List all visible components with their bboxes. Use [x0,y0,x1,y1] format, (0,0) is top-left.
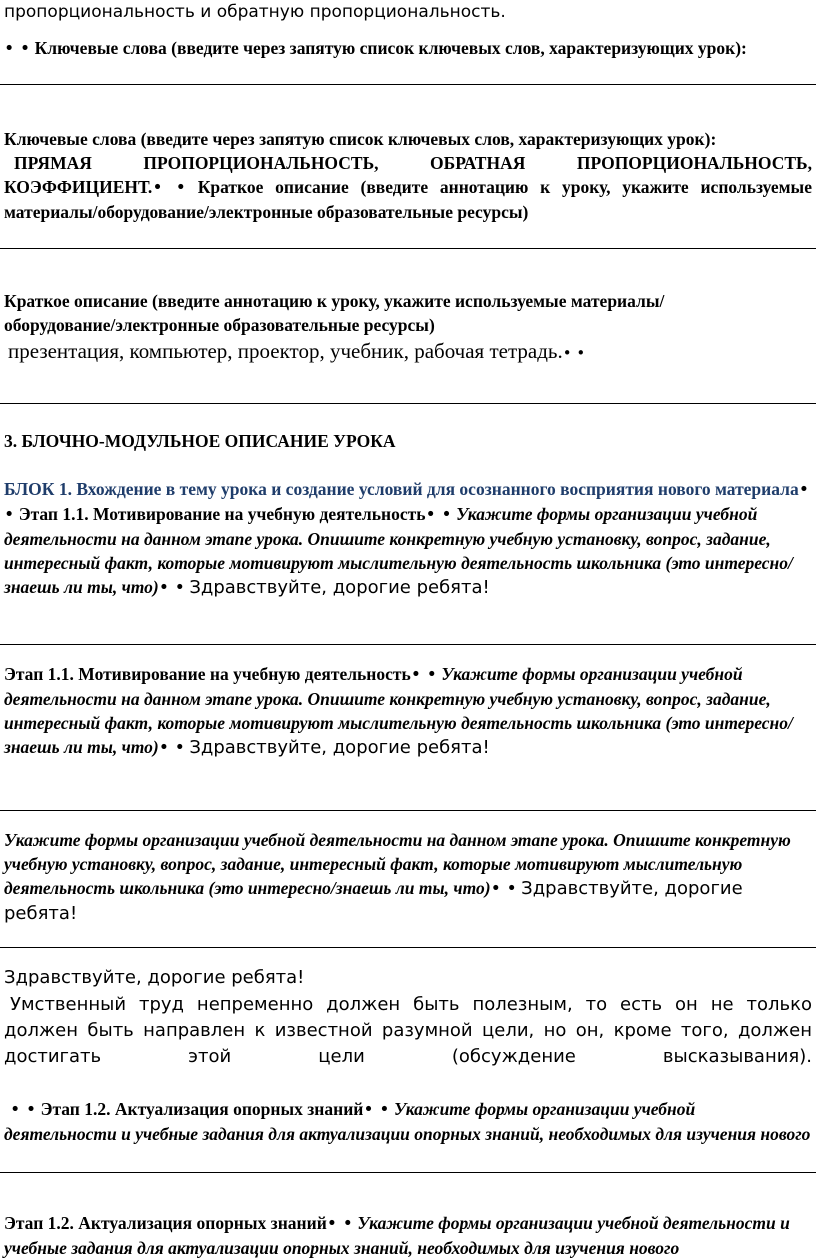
stage12-title: Этап 1.2. Актуализация опорных знаний [4,1213,327,1233]
divider [0,810,816,811]
description-label-text: Краткое описание (введите аннотацию к уроку, укажите используемые материалы/оборудование/электронные образовательные ресурсы) [4,177,812,222]
quote-paragraph: Умственный труд непременно должен быть полезным, то есть он не только должен быть направлен к известной разумной цели, но он, кроме того, должен достигать этой цели (обсуждение высказывания). [4,994,812,1067]
stage11-title: Этап 1.1. Мотивирование на учебную деятельность [18,504,426,524]
description-block: Краткое описание (введите аннотацию к уроку, укажите используемые материалы/оборудование/электронные образовательные ресурсы) [4,291,665,335]
stage12-instruction: Укажите формы организации учебной деятельности и учебные задания для актуализации опорных знаний, необходимых для изучения нового [4,1099,811,1144]
divider [0,403,816,404]
bullet-marks: • • [158,738,185,758]
stage12-paragraph [4,1097,812,1146]
keywords-values: ПРЯМАЯ ПРОПОРЦИОНАЛЬНОСТЬ, ОБРАТНАЯ ПРОПОРЦИОНАЛЬНОСТЬ, КОЭФФИЦИЕНТ. [4,153,812,197]
bullet-marks: • • [326,1214,354,1234]
keywords-label-text: Ключевые слова (введите через запятую список ключевых слов, характеризующих урок): [4,129,717,149]
stage12-paragraph-repeat [4,1211,812,1260]
stage11-title: Этап 1.1. Мотивирование на учебную деятельность [4,664,411,684]
bullet-marks: • • [4,39,31,59]
stage12-instruction: Укажите формы организации учебной деятельности и учебные задания для актуализации опорных знаний, необходимых для изучения нового [4,1213,790,1258]
block1-paragraph [4,477,812,600]
stage12-title: Этап 1.2. Актуализация опорных знаний [40,1099,364,1119]
keywords-label-1 [4,36,812,61]
greeting-text: Здравствуйте, дорогие ребята! [189,577,490,598]
bullet-marks: • • [363,1100,390,1120]
stage11-instruction: Укажите формы организации учебной деятельности на данном этапе урока. Опишите конкретную учебную установку, вопрос, задание, интересный факт, которые мотивируют мыслительную деятельность школьника (это интересно/знаешь ли ты, что) [4,830,791,898]
divider [0,84,816,85]
divider [0,1172,816,1173]
stage11-instruction: Укажите формы организации учебной деятельности на данном этапе урока. Опишите конкретную учебную установку, вопрос, задание, интересный факт, которые мотивируют мыслительную деятельность школьника (это интересно/знаешь ли ты, что) [4,664,793,757]
greeting-text: Здравствуйте, дорогие ребята! [4,878,743,924]
bullet-marks: • • [10,1100,37,1120]
greeting-line: Здравствуйте, дорогие ребята! [4,967,305,988]
divider [0,947,816,948]
bullet-marks: • • [152,178,186,198]
keywords-block [4,127,812,224]
description-value: презентация, компьютер, проектор, учебник, рабочая тетрадь.• • [8,339,586,363]
bullet-marks: • • [490,879,517,899]
bullet-marks: • • [425,505,452,525]
instruction-paragraph [4,828,812,926]
keywords-label-text: Ключевые слова (введите через запятую список ключевых слов, характеризующих урок): [34,38,747,58]
section-heading: 3. БЛОЧНО-МОДУЛЬНОЕ ОПИСАНИЕ УРОКА [4,431,396,451]
bullet-marks: • • [410,665,437,685]
greeting-text: Здравствуйте, дорогие ребята! [189,737,490,758]
bullet-marks: • • [158,578,185,598]
block1-title: БЛОК 1. Вхождение в тему урока и создание условий для осознанного восприятия нового материала [4,479,799,499]
bullet-marks: • • [562,344,586,362]
stage11-instruction: Укажите формы организации учебной деятельности на данном этапе урока. Опишите конкретную учебную установку, вопрос, задание, интересный факт, которые мотивируют мыслительную деятельность школьника (это интересно/знаешь ли ты, что) [4,504,793,597]
bullet-marks: • • [4,480,810,525]
stage11-paragraph [4,662,812,760]
divider [0,248,816,249]
divider [0,644,816,645]
top-text: пропорциональность и обратную пропорциональность. [4,2,506,22]
